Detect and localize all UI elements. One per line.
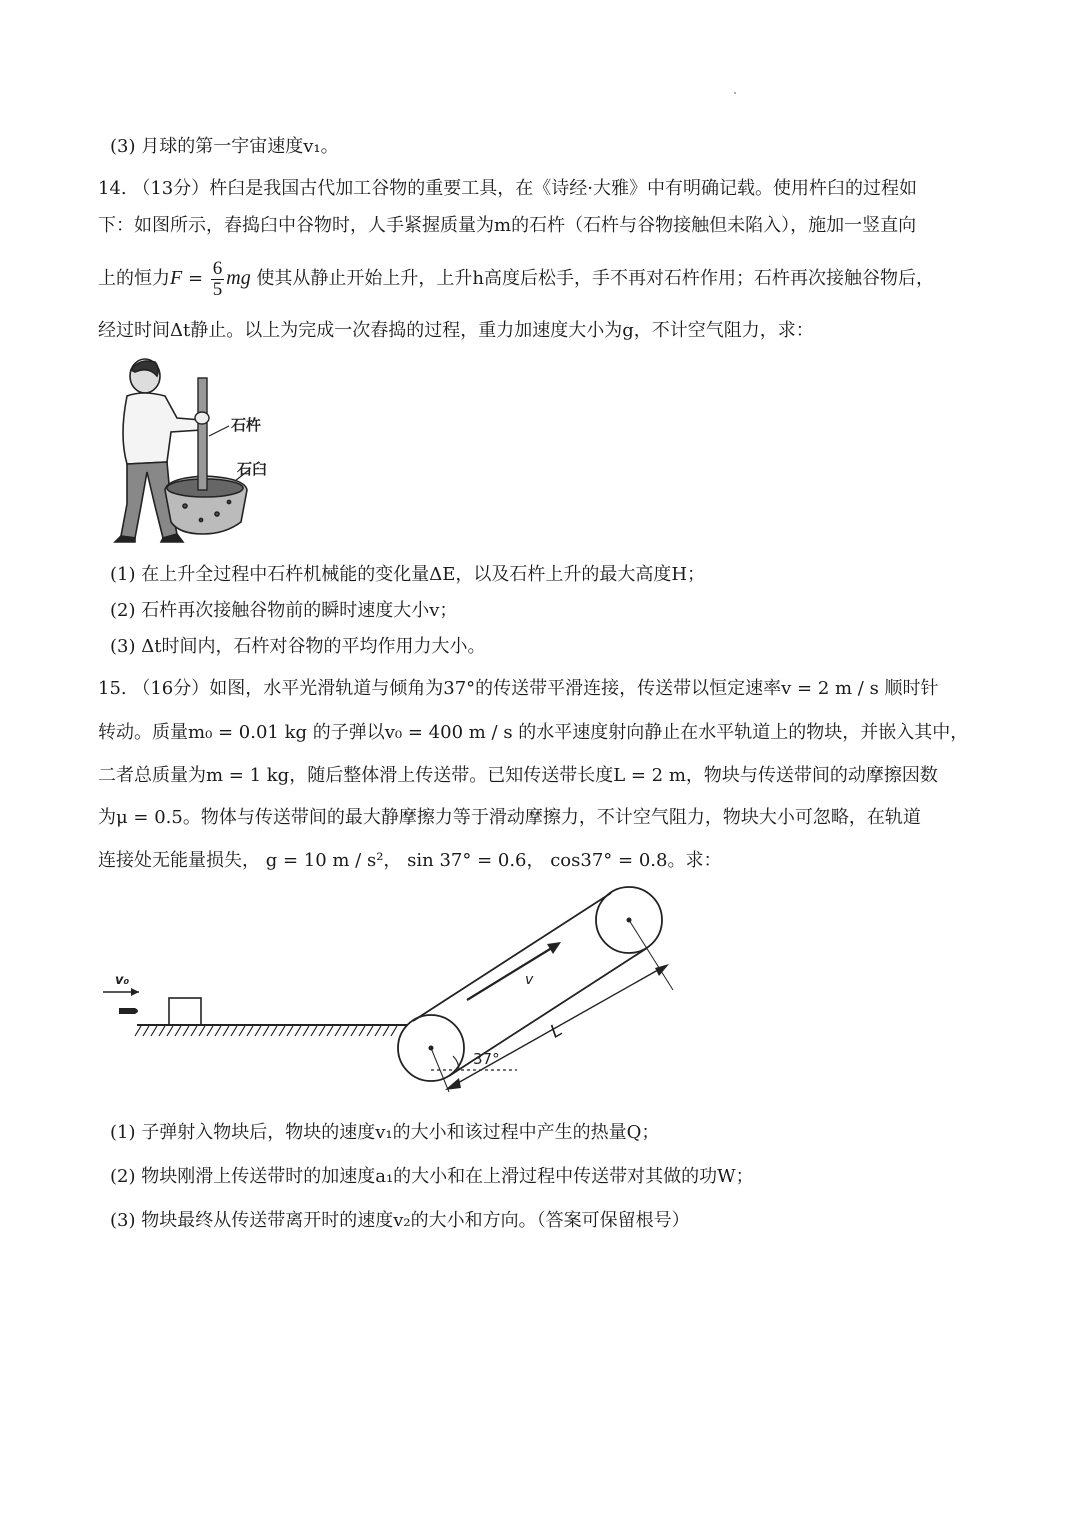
scan-speck xyxy=(734,92,736,94)
belt-velocity-arrow xyxy=(467,946,555,1000)
q15-part2: (2) 物块刚滑上传送带时的加速度a₁的大小和在上滑过程中传送带对其做的功W； xyxy=(110,1166,754,1187)
bullet-velocity-label: v₀ xyxy=(115,973,130,988)
bullet-drawing xyxy=(119,1008,138,1014)
fraction-numerator: 6 xyxy=(212,257,223,279)
length-label: L xyxy=(546,1019,566,1043)
q14-line3-post: 使其从静止开始上升，上升h高度后松手，手不再对石杵作用；石杵再次接触谷物后， xyxy=(250,268,935,289)
mg-symbol: mg xyxy=(226,267,251,289)
q14-line3-pre: 上的恒力 xyxy=(98,268,170,289)
q15-line4: 为μ = 0.5。物体与传送带间的最大静摩擦力等于滑动摩擦力，不计空气阻力，物块大小可忽略，在轨道 xyxy=(98,807,921,828)
pestle-drawing xyxy=(198,378,207,490)
q15-part3: (3) 物块最终从传送带离开时的速度v₂的大小和方向。（答案可保留根号） xyxy=(110,1210,690,1231)
q15-part1: (1) 子弹射入物块后，物块的速度v₁的大小和该过程中产生的热量Q； xyxy=(110,1122,660,1143)
q14-part1: (1) 在上升全过程中石杵机械能的变化量ΔE，以及石杵上升的最大高度H； xyxy=(110,564,706,585)
pestle-mortar-figure xyxy=(105,356,295,546)
conveyor-figure xyxy=(95,880,695,1100)
q15-line3: 二者总质量为m = 1 kg，随后整体滑上传送带。已知传送带长度L = 2 m，物块与传送带间的动摩擦因数 xyxy=(98,765,938,786)
q15-line2: 转动。质量m₀ = 0.01 kg 的子弹以v₀ = 400 m / s 的水平速度射向静止在水平轨道上的物块，并嵌入其中， xyxy=(98,722,969,743)
q15-line5: 连接处无能量损失， g = 10 m / s²， sin 37° = 0.6， cos37° = 0.8。求： xyxy=(98,850,722,871)
block-drawing xyxy=(169,998,201,1025)
belt-top xyxy=(413,893,611,1021)
q14-line3 xyxy=(98,256,988,301)
q14-part3: (3) Δt时间内，石杵对谷物的平均作用力大小。 xyxy=(110,636,486,657)
angle-label: 37° xyxy=(473,1050,500,1068)
fraction-six-fifths xyxy=(211,259,225,300)
q14-line4: 经过时间Δt静止。以上为完成一次舂捣的过程，重力加速度大小为g，不计空气阻力，求： xyxy=(98,320,814,341)
belt-velocity-label: v xyxy=(525,972,534,988)
track-hatching xyxy=(135,1026,397,1036)
q14-part2: (2) 石杵再次接触谷物前的瞬时速度大小v； xyxy=(110,600,458,621)
force-symbol: F xyxy=(170,267,183,289)
q14-line1: 14. （13分）杵臼是我国古代加工谷物的重要工具，在《诗经·大雅》中有明确记载。使用杵臼的过程如 xyxy=(98,178,917,199)
q15-line1: 15. （16分）如图，水平光滑轨道与倾角为37°的传送带平滑连接，传送带以恒定速率v = 2 m / s 顺时针 xyxy=(98,678,939,699)
fraction-denominator: 5 xyxy=(212,278,223,300)
pestle-label: 石杵 xyxy=(231,416,262,434)
q14-line2: 下：如图所示，舂捣臼中谷物时，人手紧握质量为m的石杵（石杵与谷物接触但未陷入），施加一竖直向 xyxy=(98,215,917,236)
equals-sign: = xyxy=(182,268,209,289)
q13-part3: (3) 月球的第一宇宙速度v₁。 xyxy=(110,136,339,157)
mortar-label: 石臼 xyxy=(237,460,268,478)
